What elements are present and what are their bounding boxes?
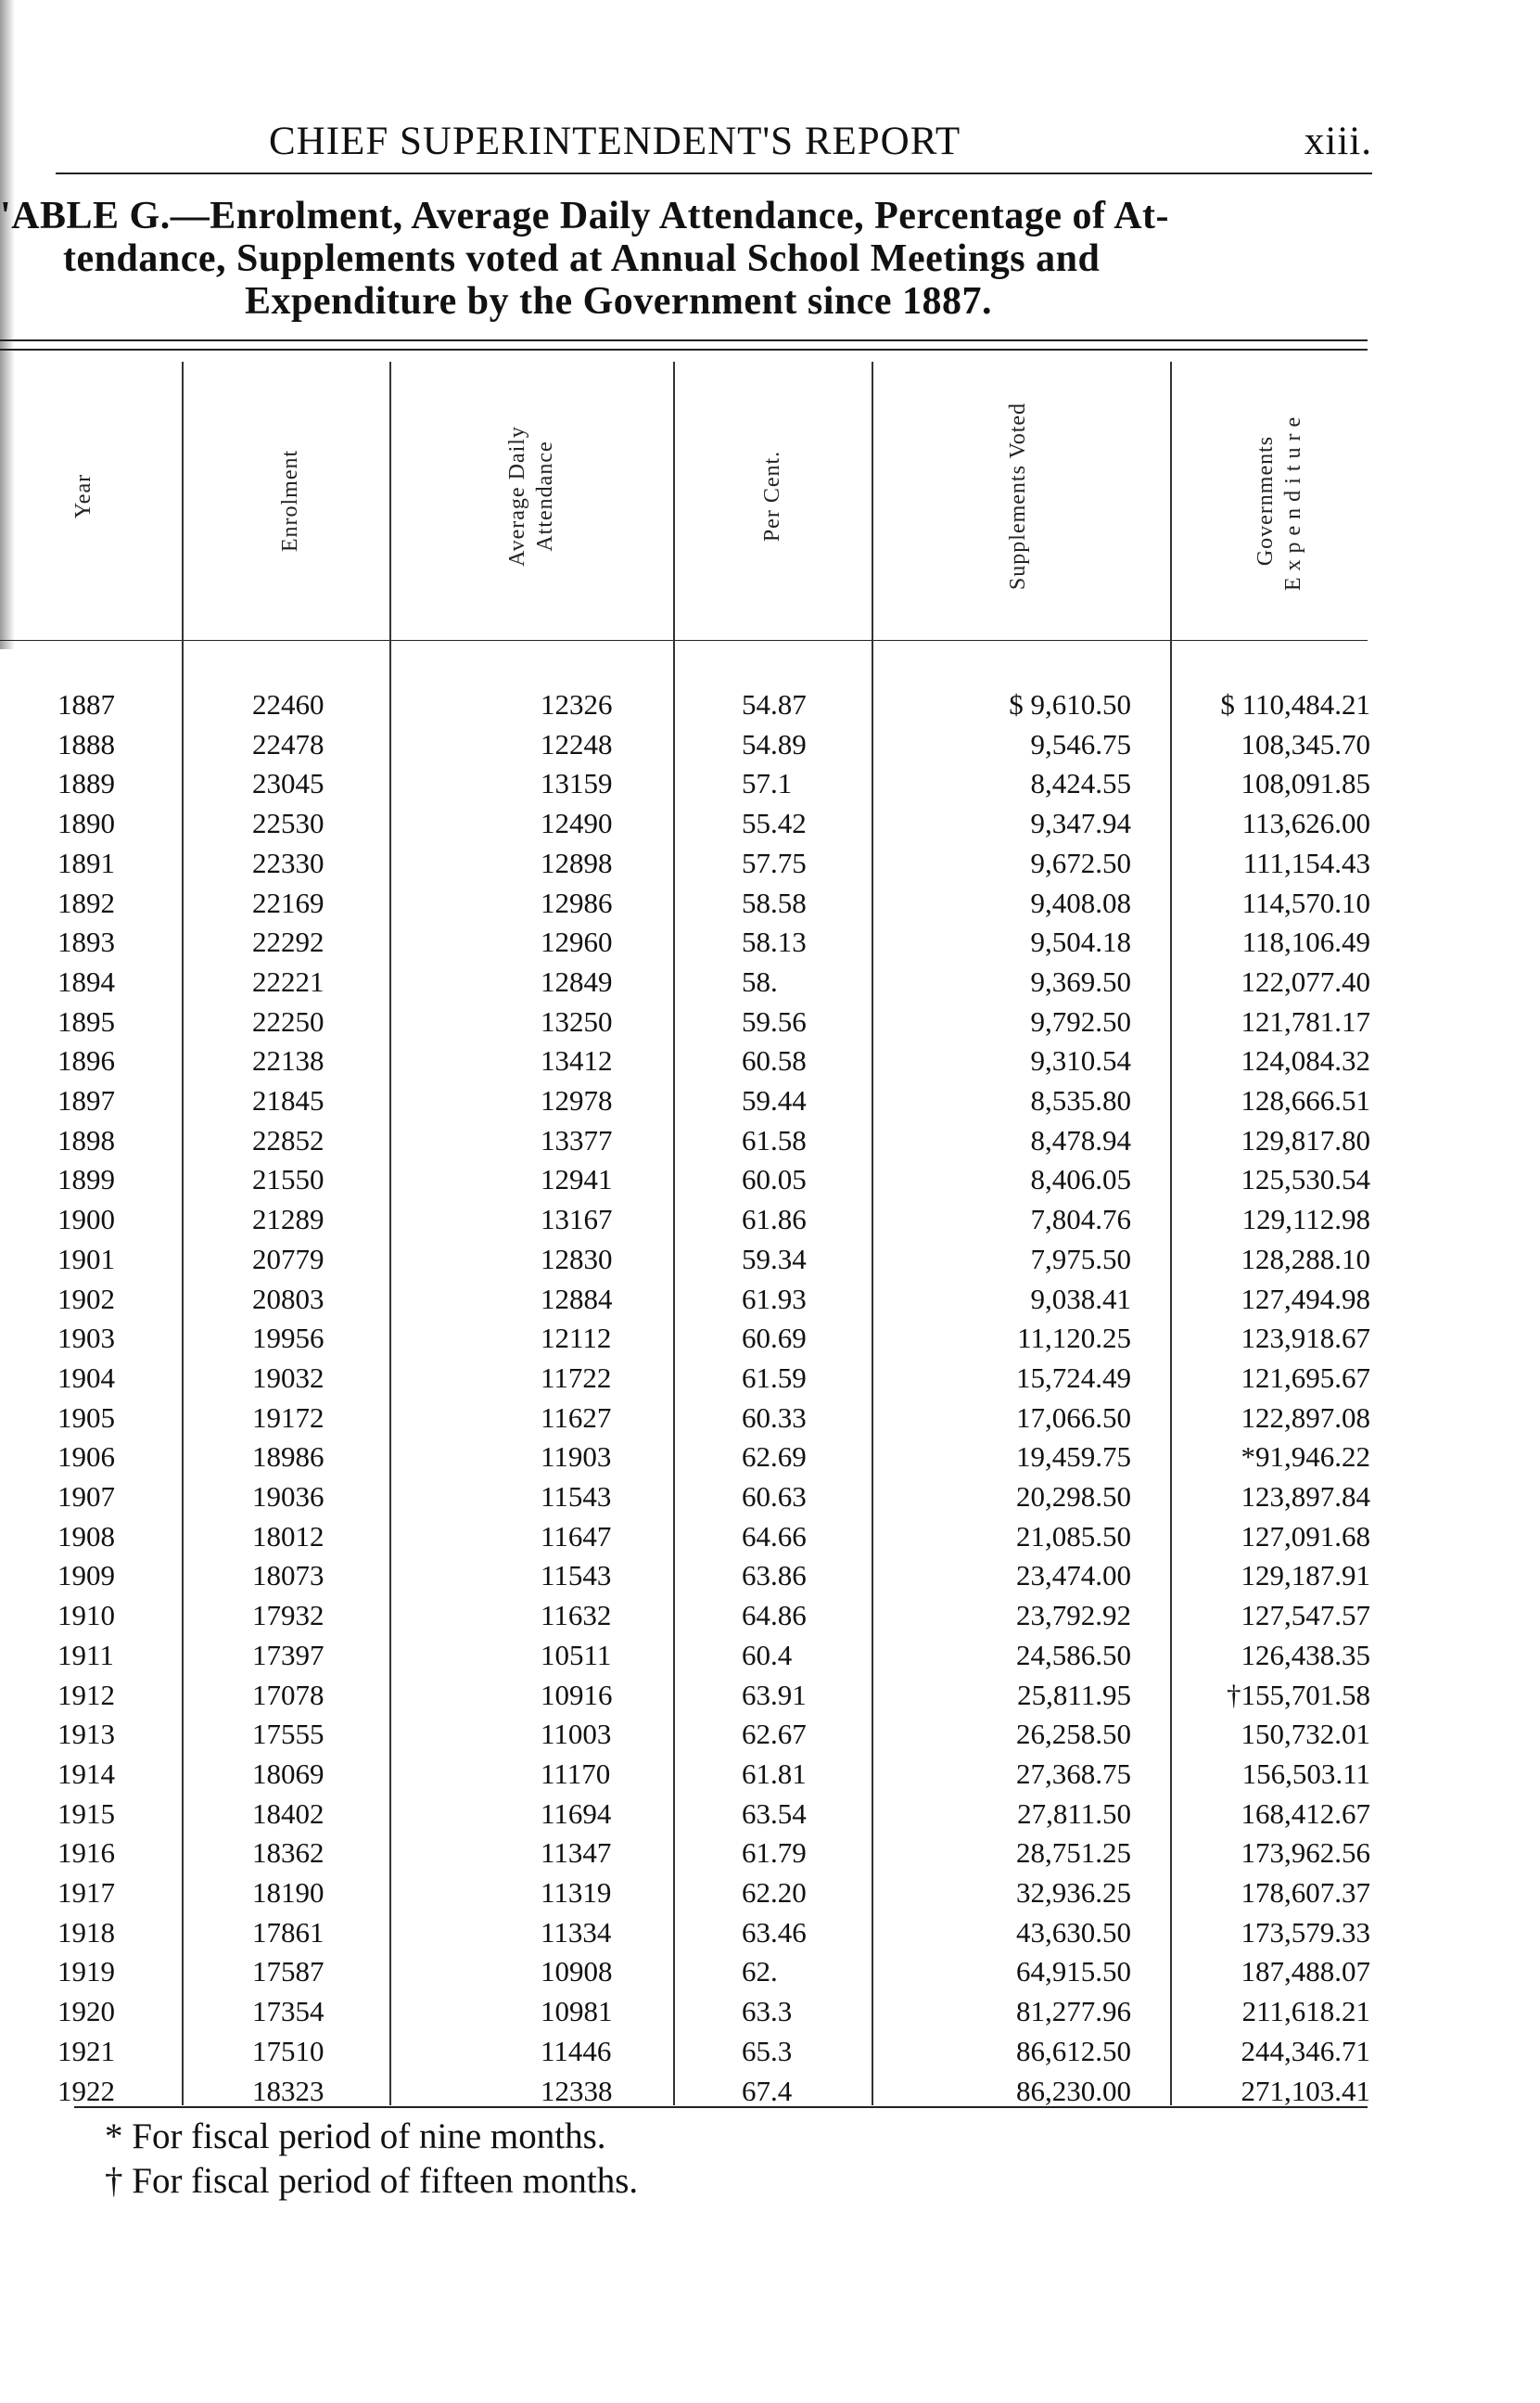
percent-cell: 59.56 [742, 1004, 807, 1038]
percent-cell: 63.91 [742, 1678, 807, 1711]
percent-cell: 61.81 [742, 1757, 807, 1790]
expenditure-cell: 156,503.11 [1241, 1757, 1370, 1790]
year-cell: 1906 [57, 1440, 115, 1474]
expenditure-cell: 129,112.98 [1241, 1203, 1370, 1236]
table-title-line-2: tendance, Supplements voted at Annual School Meetings and [63, 237, 1101, 280]
expenditure-cell: 122,077.40 [1241, 965, 1370, 998]
table-row [0, 1794, 1391, 1834]
table-row [0, 843, 1391, 883]
expenditure-cell: 178,607.37 [1241, 1876, 1370, 1909]
enrolment-cell: 19172 [252, 1400, 325, 1434]
percent-cell: 61.59 [742, 1361, 807, 1394]
expenditure-cell: 108,091.85 [1241, 767, 1370, 800]
attendance-cell: 10908 [541, 1955, 613, 1988]
year-cell: 1892 [57, 886, 115, 919]
supplements-cell: 25,811.95 [1017, 1678, 1131, 1711]
year-cell: 1916 [57, 1836, 115, 1870]
year-cell: 1912 [57, 1678, 115, 1711]
supplements-cell: 9,038.41 [1030, 1282, 1131, 1315]
percent-cell: 61.79 [742, 1836, 807, 1870]
percent-cell: 54.89 [742, 727, 807, 761]
percent-cell: 63.54 [742, 1796, 807, 1830]
column-header-supplements: Supplements Voted [1006, 402, 1030, 591]
table-row [0, 1555, 1391, 1595]
table-row [0, 684, 1391, 724]
year-cell: 1903 [57, 1322, 115, 1355]
percent-cell: 58.58 [742, 886, 807, 919]
table-row [0, 962, 1391, 1002]
year-cell: 1893 [57, 926, 115, 959]
supplements-cell: 9,546.75 [1030, 727, 1131, 761]
table-title [0, 195, 1368, 323]
enrolment-cell: 17354 [252, 1995, 325, 2028]
year-cell: 1894 [57, 965, 115, 998]
table-row [0, 1516, 1391, 1556]
table-row [0, 1239, 1391, 1279]
percent-cell: 62.20 [742, 1876, 807, 1909]
table-row [0, 1199, 1391, 1239]
expenditure-cell: 123,918.67 [1241, 1322, 1370, 1355]
percent-cell: 64.66 [742, 1519, 807, 1553]
column-header-percent: Per Cent. [760, 450, 784, 543]
table-row [0, 1358, 1391, 1398]
enrolment-cell: 18012 [252, 1519, 325, 1553]
attendance-cell: 12941 [541, 1163, 613, 1196]
expenditure-cell: †155,701.58 [1227, 1678, 1370, 1711]
attendance-cell: 10981 [541, 1995, 613, 2028]
percent-cell: 60.58 [742, 1044, 807, 1078]
expenditure-cell: 113,626.00 [1241, 807, 1370, 840]
table-row [0, 1635, 1391, 1675]
supplements-cell: 9,672.50 [1030, 846, 1131, 879]
supplements-cell: 32,936.25 [1016, 1876, 1131, 1909]
enrolment-cell: 18190 [252, 1876, 325, 1909]
table-row [0, 763, 1391, 803]
year-cell: 1905 [57, 1400, 115, 1434]
table-top-rule-2 [0, 349, 1368, 351]
percent-cell: 60.69 [742, 1322, 807, 1355]
table-row [0, 1120, 1391, 1160]
year-cell: 1887 [57, 688, 115, 721]
table-row [0, 922, 1391, 962]
enrolment-cell: 17078 [252, 1678, 325, 1711]
percent-cell: 57.1 [742, 767, 793, 800]
expenditure-cell: 127,547.57 [1241, 1599, 1370, 1632]
expenditure-cell: 118,106.49 [1241, 926, 1370, 959]
year-cell: 1888 [57, 727, 115, 761]
year-cell: 1896 [57, 1044, 115, 1078]
expenditure-cell: 129,817.80 [1241, 1123, 1370, 1157]
enrolment-cell: 17587 [252, 1955, 325, 1988]
enrolment-cell: 20803 [252, 1282, 325, 1315]
year-cell: 1908 [57, 1519, 115, 1553]
percent-cell: 61.93 [742, 1282, 807, 1315]
page-edge-shadow [0, 0, 15, 649]
table-title-line-1: 'ABLE G.—Enrolment, Average Daily Attendance, Percentage of At- [0, 195, 1170, 237]
enrolment-cell: 22330 [252, 846, 325, 879]
supplements-cell: 7,975.50 [1030, 1242, 1131, 1275]
expenditure-cell: 129,187.91 [1241, 1559, 1370, 1592]
percent-cell: 63.86 [742, 1559, 807, 1592]
header-rule [56, 173, 1372, 174]
table-row [0, 1002, 1391, 1042]
enrolment-cell: 22292 [252, 926, 325, 959]
year-cell: 1915 [57, 1796, 115, 1830]
percent-cell: 60.4 [742, 1638, 793, 1671]
attendance-cell: 10916 [541, 1678, 613, 1711]
expenditure-cell: 244,346.71 [1241, 2034, 1370, 2067]
enrolment-cell: 20779 [252, 1242, 325, 1275]
supplements-cell: 8,424.55 [1030, 767, 1131, 800]
enrolment-cell: 21845 [252, 1084, 325, 1117]
table-row [0, 1595, 1391, 1635]
year-cell: 1911 [57, 1638, 114, 1671]
enrolment-cell: 22221 [252, 965, 325, 998]
attendance-cell: 12338 [541, 2074, 613, 2107]
table-row [0, 1991, 1391, 2031]
enrolment-cell: 18402 [252, 1796, 325, 1830]
year-cell: 1914 [57, 1757, 115, 1790]
attendance-cell: 11543 [541, 1480, 612, 1513]
percent-cell: 62.69 [742, 1440, 807, 1474]
expenditure-cell: 126,438.35 [1241, 1638, 1370, 1671]
attendance-cell: 12830 [541, 1242, 613, 1275]
attendance-cell: 12326 [541, 688, 613, 721]
percent-cell: 59.34 [742, 1242, 807, 1275]
page-header [56, 119, 1372, 165]
year-cell: 1909 [57, 1559, 115, 1592]
supplements-cell: 17,066.50 [1016, 1400, 1131, 1434]
footnote-star: * For fiscal period of nine months. [105, 2116, 606, 2156]
supplements-cell: 64,915.50 [1016, 1955, 1131, 1988]
expenditure-cell: 124,084.32 [1241, 1044, 1370, 1078]
attendance-cell: 11694 [541, 1796, 612, 1830]
year-cell: 1901 [57, 1242, 115, 1275]
running-title: CHIEF SUPERINTENDENT'S REPORT [269, 120, 961, 163]
supplements-cell: 27,811.50 [1017, 1796, 1131, 1830]
govt-header-line-2: Expenditure [1281, 410, 1305, 592]
supplements-cell: 43,630.50 [1016, 1915, 1131, 1949]
enrolment-cell: 21550 [252, 1163, 325, 1196]
percent-cell: 60.05 [742, 1163, 807, 1196]
enrolment-cell: 22478 [252, 727, 325, 761]
expenditure-cell: 271,103.41 [1241, 2074, 1370, 2107]
footnotes [105, 2115, 638, 2204]
column-header-enrolment: Enrolment [278, 449, 302, 553]
enrolment-cell: 18362 [252, 1836, 325, 1870]
year-cell: 1890 [57, 807, 115, 840]
supplements-cell: 26,258.50 [1016, 1718, 1131, 1751]
supplements-cell: $ 9,610.50 [1009, 688, 1131, 721]
percent-cell: 54.87 [742, 688, 807, 721]
supplements-cell: 8,406.05 [1030, 1163, 1131, 1196]
attendance-cell: 11347 [541, 1836, 612, 1870]
supplements-cell: 20,298.50 [1016, 1480, 1131, 1513]
expenditure-cell: 128,666.51 [1241, 1084, 1370, 1117]
enrolment-cell: 22530 [252, 807, 325, 840]
enrolment-cell: 18073 [252, 1559, 325, 1592]
table-row [0, 1318, 1391, 1358]
percent-cell: 62.67 [742, 1718, 807, 1751]
year-cell: 1922 [57, 2074, 115, 2107]
enrolment-cell: 18069 [252, 1757, 325, 1790]
supplements-cell: 9,369.50 [1030, 965, 1131, 998]
supplements-cell: 11,120.25 [1017, 1322, 1131, 1355]
supplements-cell: 19,459.75 [1016, 1440, 1131, 1474]
enrolment-cell: 19956 [252, 1322, 325, 1355]
attendance-cell: 11647 [541, 1519, 612, 1553]
table-row [0, 1080, 1391, 1120]
expenditure-cell: 173,962.56 [1241, 1836, 1370, 1870]
expenditure-cell: 173,579.33 [1241, 1915, 1370, 1949]
expenditure-cell: 111,154.43 [1242, 846, 1370, 879]
expenditure-cell: 187,488.07 [1241, 1955, 1370, 1988]
attendance-cell: 11319 [541, 1876, 612, 1909]
percent-cell: 55.42 [742, 807, 807, 840]
attendance-cell: 12978 [541, 1084, 613, 1117]
supplements-cell: 81,277.96 [1016, 1995, 1131, 2028]
expenditure-cell: 122,897.08 [1241, 1400, 1370, 1434]
table-row [0, 1951, 1391, 1991]
attendance-cell: 11446 [541, 2034, 612, 2067]
govt-header-line-1: Governments [1254, 435, 1278, 567]
year-cell: 1920 [57, 1995, 115, 2028]
header-bottom-rule [0, 640, 1368, 641]
percent-cell: 63.46 [742, 1915, 807, 1949]
table-row [0, 724, 1391, 764]
supplements-cell: 21,085.50 [1016, 1519, 1131, 1553]
year-cell: 1910 [57, 1599, 115, 1632]
attendance-cell: 11003 [541, 1718, 612, 1751]
expenditure-cell: 114,570.10 [1241, 886, 1370, 919]
attendance-cell: 13159 [541, 767, 613, 800]
year-cell: 1897 [57, 1084, 115, 1117]
year-cell: 1895 [57, 1004, 115, 1038]
attendance-cell: 13250 [541, 1004, 613, 1038]
table-row [0, 1159, 1391, 1199]
supplements-cell: 23,474.00 [1016, 1559, 1131, 1592]
percent-cell: 62. [742, 1955, 778, 1988]
supplements-cell: 15,724.49 [1016, 1361, 1131, 1394]
supplements-cell: 7,804.76 [1030, 1203, 1131, 1236]
table-row [0, 1675, 1391, 1715]
expenditure-cell: 211,618.21 [1241, 1995, 1370, 2028]
attendance-header-line-1: Average Daily [505, 426, 529, 567]
enrolment-cell: 17510 [252, 2034, 325, 2067]
table-row [0, 1912, 1391, 1952]
table-row [0, 1437, 1391, 1476]
expenditure-cell: 121,781.17 [1241, 1004, 1370, 1038]
year-cell: 1907 [57, 1480, 115, 1513]
attendance-cell: 12112 [541, 1322, 612, 1355]
year-cell: 1900 [57, 1203, 115, 1236]
enrolment-cell: 22138 [252, 1044, 325, 1078]
attendance-cell: 13412 [541, 1044, 613, 1078]
supplements-cell: 23,792.92 [1016, 1599, 1131, 1632]
supplements-cell: 9,347.94 [1030, 807, 1131, 840]
supplements-cell: 86,230.00 [1016, 2074, 1131, 2107]
percent-cell: 61.58 [742, 1123, 807, 1157]
expenditure-cell: 128,288.10 [1241, 1242, 1370, 1275]
enrolment-cell: 17932 [252, 1599, 325, 1632]
table-row [0, 1833, 1391, 1873]
year-cell: 1918 [57, 1915, 115, 1949]
enrolment-cell: 17555 [252, 1718, 325, 1751]
column-header-govt-expenditure [1252, 411, 1307, 591]
expenditure-cell: 168,412.67 [1241, 1796, 1370, 1830]
table-top-rule-1 [0, 339, 1368, 341]
enrolment-cell: 23045 [252, 767, 325, 800]
percent-cell: 59.44 [742, 1084, 807, 1117]
year-cell: 1891 [57, 846, 115, 879]
supplements-cell: 9,504.18 [1030, 926, 1131, 959]
expenditure-cell: 125,530.54 [1241, 1163, 1370, 1196]
percent-cell: 60.63 [742, 1480, 807, 1513]
year-cell: 1917 [57, 1876, 115, 1909]
attendance-cell: 12884 [541, 1282, 613, 1315]
attendance-cell: 13377 [541, 1123, 613, 1157]
attendance-cell: 12986 [541, 886, 613, 919]
percent-cell: 64.86 [742, 1599, 807, 1632]
attendance-cell: 12849 [541, 965, 613, 998]
supplements-cell: 9,792.50 [1030, 1004, 1131, 1038]
table-row [0, 1754, 1391, 1794]
expenditure-cell: 108,345.70 [1241, 727, 1370, 761]
year-cell: 1919 [57, 1955, 115, 1988]
attendance-cell: 10511 [541, 1638, 612, 1671]
attendance-cell: 11722 [541, 1361, 612, 1394]
expenditure-cell: 127,091.68 [1241, 1519, 1370, 1553]
supplements-cell: 9,408.08 [1030, 886, 1131, 919]
enrolment-cell: 22852 [252, 1123, 325, 1157]
year-cell: 1921 [57, 2034, 115, 2067]
percent-cell: 63.3 [742, 1995, 793, 2028]
year-cell: 1899 [57, 1163, 115, 1196]
expenditure-cell: 123,897.84 [1241, 1480, 1370, 1513]
attendance-header-line-2: Attendance [533, 441, 557, 552]
percent-cell: 61.86 [742, 1203, 807, 1236]
enrolment-cell: 22169 [252, 886, 325, 919]
attendance-cell: 11632 [541, 1599, 612, 1632]
table-row [0, 1279, 1391, 1319]
percent-cell: 65.3 [742, 2034, 793, 2067]
enrolment-cell: 19032 [252, 1361, 325, 1394]
page-number: xiii. [1304, 120, 1372, 163]
attendance-cell: 12898 [541, 846, 613, 879]
enrolment-cell: 17861 [252, 1915, 325, 1949]
enrolment-cell: 19036 [252, 1480, 325, 1513]
year-cell: 1904 [57, 1361, 115, 1394]
table-title-line-3: Expenditure by the Government since 1887. [245, 280, 993, 323]
supplements-cell: 28,751.25 [1016, 1836, 1131, 1870]
table-row [0, 2071, 1391, 2111]
percent-cell: 60.33 [742, 1400, 807, 1434]
enrolment-cell: 22250 [252, 1004, 325, 1038]
table-row [0, 1476, 1391, 1516]
table-row [0, 883, 1391, 923]
supplements-cell: 8,478.94 [1030, 1123, 1131, 1157]
table-row [0, 1041, 1391, 1080]
attendance-cell: 11334 [541, 1915, 612, 1949]
attendance-cell: 11170 [541, 1757, 611, 1790]
column-header-year: Year [71, 473, 95, 519]
supplements-cell: 9,310.54 [1030, 1044, 1131, 1078]
table-row [0, 1398, 1391, 1438]
column-header-attendance [503, 426, 559, 567]
enrolment-cell: 22460 [252, 688, 325, 721]
supplements-cell: 27,368.75 [1016, 1757, 1131, 1790]
year-cell: 1898 [57, 1123, 115, 1157]
year-cell: 1913 [57, 1718, 115, 1751]
table-row [0, 803, 1391, 843]
percent-cell: 67.4 [742, 2074, 793, 2107]
expenditure-cell: 121,695.67 [1241, 1361, 1370, 1394]
table-row [0, 2031, 1391, 2071]
attendance-cell: 11627 [541, 1400, 612, 1434]
footnote-dagger: † For fiscal period of fifteen months. [105, 2161, 639, 2201]
expenditure-cell: $ 110,484.21 [1220, 688, 1370, 721]
table-row [0, 1873, 1391, 1912]
table-bottom-rule [74, 2106, 1368, 2108]
year-cell: 1902 [57, 1282, 115, 1315]
attendance-cell: 11903 [541, 1440, 612, 1474]
attendance-cell: 11543 [541, 1559, 612, 1592]
percent-cell: 58. [742, 965, 778, 998]
percent-cell: 58.13 [742, 926, 807, 959]
attendance-cell: 12490 [541, 807, 613, 840]
attendance-cell: 12960 [541, 926, 613, 959]
expenditure-cell: *91,946.22 [1241, 1440, 1370, 1474]
supplements-cell: 8,535.80 [1030, 1084, 1131, 1117]
enrolment-cell: 21289 [252, 1203, 325, 1236]
table-row [0, 1714, 1391, 1754]
expenditure-cell: 127,494.98 [1241, 1282, 1370, 1315]
percent-cell: 57.75 [742, 846, 807, 879]
supplements-cell: 86,612.50 [1016, 2034, 1131, 2067]
attendance-cell: 13167 [541, 1203, 613, 1236]
enrolment-cell: 18986 [252, 1440, 325, 1474]
enrolment-cell: 18323 [252, 2074, 325, 2107]
enrolment-cell: 17397 [252, 1638, 325, 1671]
attendance-cell: 12248 [541, 727, 613, 761]
expenditure-cell: 150,732.01 [1241, 1718, 1370, 1751]
supplements-cell: 24,586.50 [1016, 1638, 1131, 1671]
year-cell: 1889 [57, 767, 115, 800]
